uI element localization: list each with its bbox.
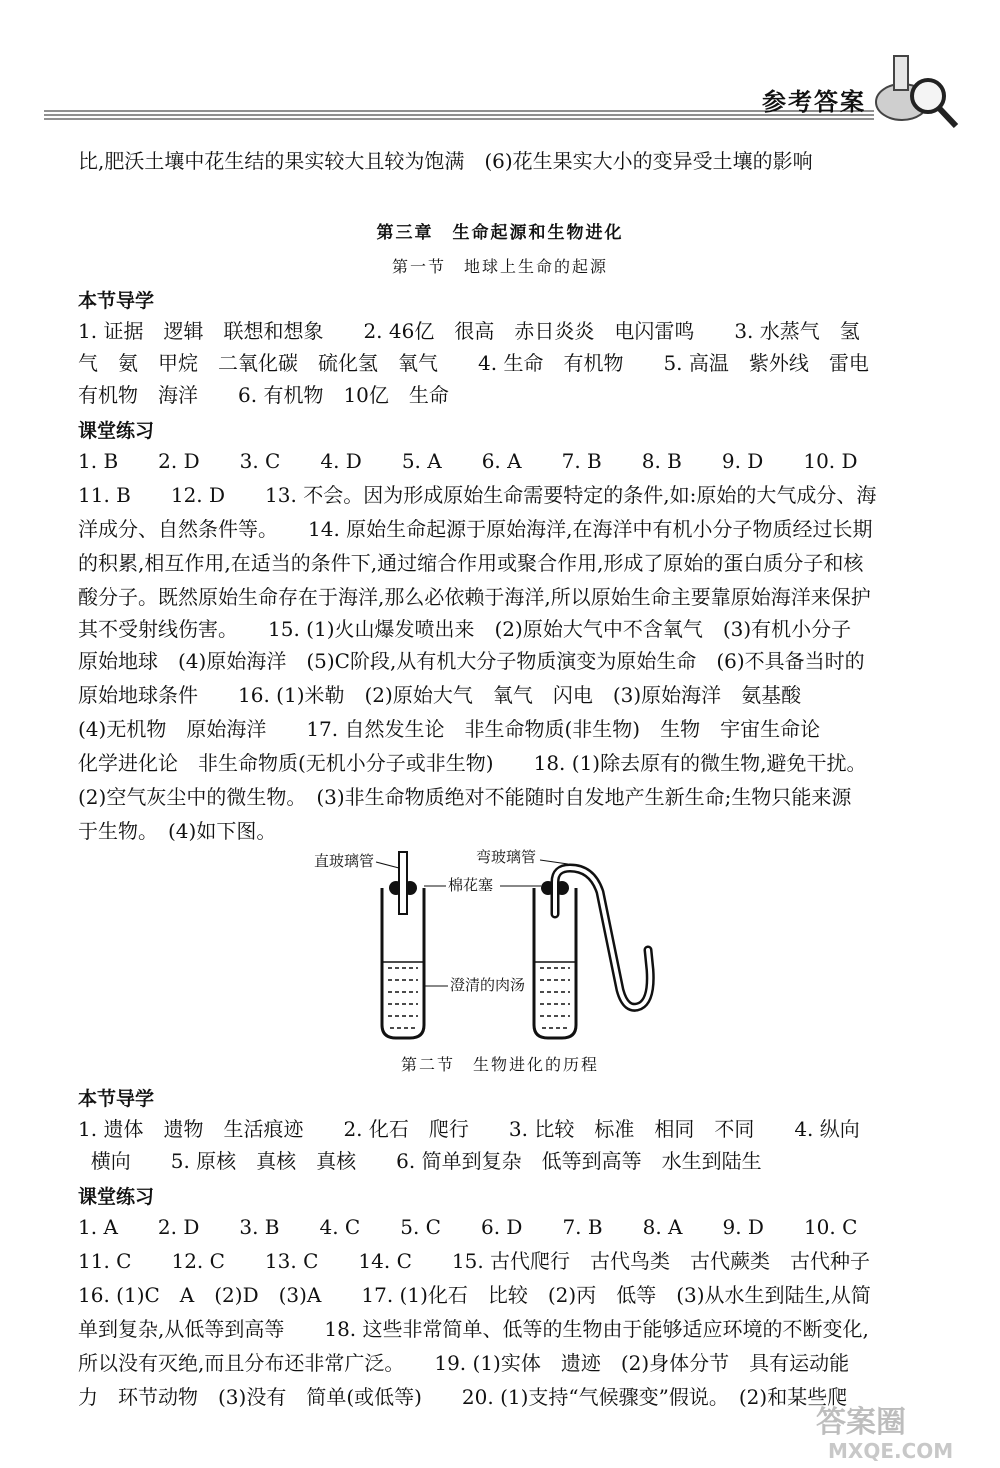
right-broth-dashes <box>540 968 570 1028</box>
section-subheading: 本节导学 <box>78 290 155 312</box>
answer-line: 有机物 海洋 6. 有机物 10亿 生命 <box>78 383 449 407</box>
answer-line: 1. 证据 逻辑 联想和想象 2. 46亿 很高 赤日炎炎 电闪雷鸣 3. 水蒸气 氢 <box>78 319 860 343</box>
flask-magnifier-icon <box>866 40 966 140</box>
left-broth-dashes <box>388 968 418 1028</box>
answer-line: 单到复杂,从低等到高等 18. 这些非常简单、低等的生物由于能够适应环境的不断变化, <box>78 1317 869 1341</box>
section-title: 第二节 生物进化的历程 <box>400 1055 599 1074</box>
answer-line: 原始地球 (4)原始海洋 (5)C阶段,从有机大分子物质演变为原始生命 (6)不具备当时的 <box>78 649 865 673</box>
answer-line: 化学进化论 非生命物质(无机小分子或非生物) 18. (1)除去原有的微生物,避免干扰。 <box>78 751 867 775</box>
answer-line: 16. (1)C A (2)D (3)A 17. (1)化石 比较 (2)丙 低等 (3)从水生到陆生,从简 <box>78 1283 871 1307</box>
answer-line: 其不受射线伤害。 15. (1)火山爆发喷出来 (2)原始大气中不含氧气 (3)有机小分子 <box>78 617 852 641</box>
answer-line: (2)空气灰尘中的微生物。 (3)非生命物质绝对不能随时自发地产生新生命;生物只能来源 <box>78 785 852 809</box>
watermark-logo-text: 答案圈 <box>816 1405 906 1440</box>
section-subheading: 本节导学 <box>78 1088 155 1110</box>
answer-line: (4)无机物 原始海洋 17. 自然发生论 非生命物质(非生物) 生物 宇宙生命论 <box>78 717 821 741</box>
answer-line: 于生物。 (4)如下图。 <box>78 819 277 843</box>
label-cotton-plug: 棉花塞 <box>448 876 494 894</box>
curved-glass-tube <box>555 868 650 1007</box>
label-broth: 澄清的肉汤 <box>450 976 526 994</box>
section-title: 第一节 地球上生命的起源 <box>391 257 608 276</box>
answer-line: 比,肥沃土壤中花生结的果实较大且较为饱满 (6)花生果实大小的变异受土壤的影响 <box>78 149 813 173</box>
answer-line: 洋成分、自然条件等。 14. 原始生命起源于原始海洋,在海洋中有机小分子物质经过长期 <box>78 517 873 541</box>
left-broth <box>385 962 421 1032</box>
straight-glass-tube <box>399 852 407 914</box>
label-straight-tube: 直玻璃管 <box>314 852 375 870</box>
label-curved-tube: 弯玻璃管 <box>476 848 537 866</box>
answer-line: 力 环节动物 (3)没有 简单(或低等) 20. (1)支持“气候骤变”假说。 (2)和某些爬 <box>78 1385 848 1409</box>
answer-line: 所以没有灭绝,而且分布还非常广泛。 19. (1)实体 遗迹 (2)身体分节 具有运动能 <box>78 1351 850 1375</box>
answer-line: 酸分子。既然原始生命存在于海洋,那么必依赖于海洋,所以原始生命主要靠原始海洋来保护 <box>78 585 871 609</box>
chapter-title: 第三章 生命起源和生物进化 <box>376 223 624 243</box>
page-header-title: 参考答案 <box>762 87 866 116</box>
answer-line: 1. B 2. D 3. C 4. D 5. A 6. A 7. B 8. B 9. D 10. D <box>78 449 858 473</box>
answer-line: 1. 遗体 遗物 生活痕迹 2. 化石 爬行 3. 比较 标准 相同 不同 4. 纵向 <box>78 1117 860 1141</box>
watermark-logo <box>808 1398 988 1462</box>
answer-line: 的积累,相互作用,在适当的条件下,通过缩合作用或聚合作用,形成了原始的蛋白质分子和核 <box>78 551 864 575</box>
answer-line: 11. C 12. C 13. C 14. C 15. 古代爬行 古代鸟类 古代蕨类 古代种子 <box>78 1249 871 1273</box>
answer-line: 气 氨 甲烷 二氧化碳 硫化氢 氧气 4. 生命 有机物 5. 高温 紫外线 雷电 <box>78 351 869 375</box>
watermark-url: MXQE.COM <box>828 1439 954 1462</box>
answer-line: 原始地球条件 16. (1)米勒 (2)原始大气 氧气 闪电 (3)原始海洋 氨基酸 <box>78 683 802 707</box>
experiment-diagram <box>300 840 670 1045</box>
header-rule <box>44 108 874 122</box>
answer-line: 1. A 2. D 3. B 4. C 5. C 6. D 7. B 8. A 9. D 10. C <box>78 1215 858 1239</box>
section-subheading: 课堂练习 <box>78 1186 155 1208</box>
section-subheading: 课堂练习 <box>78 420 155 442</box>
answer-line: 11. B 12. D 13. 不会。因为形成原始生命需要特定的条件,如:原始的大气成分、海 <box>78 483 877 507</box>
answer-line: 横向 5. 原核 真核 真核 6. 简单到复杂 低等到高等 水生到陆生 <box>78 1149 762 1173</box>
